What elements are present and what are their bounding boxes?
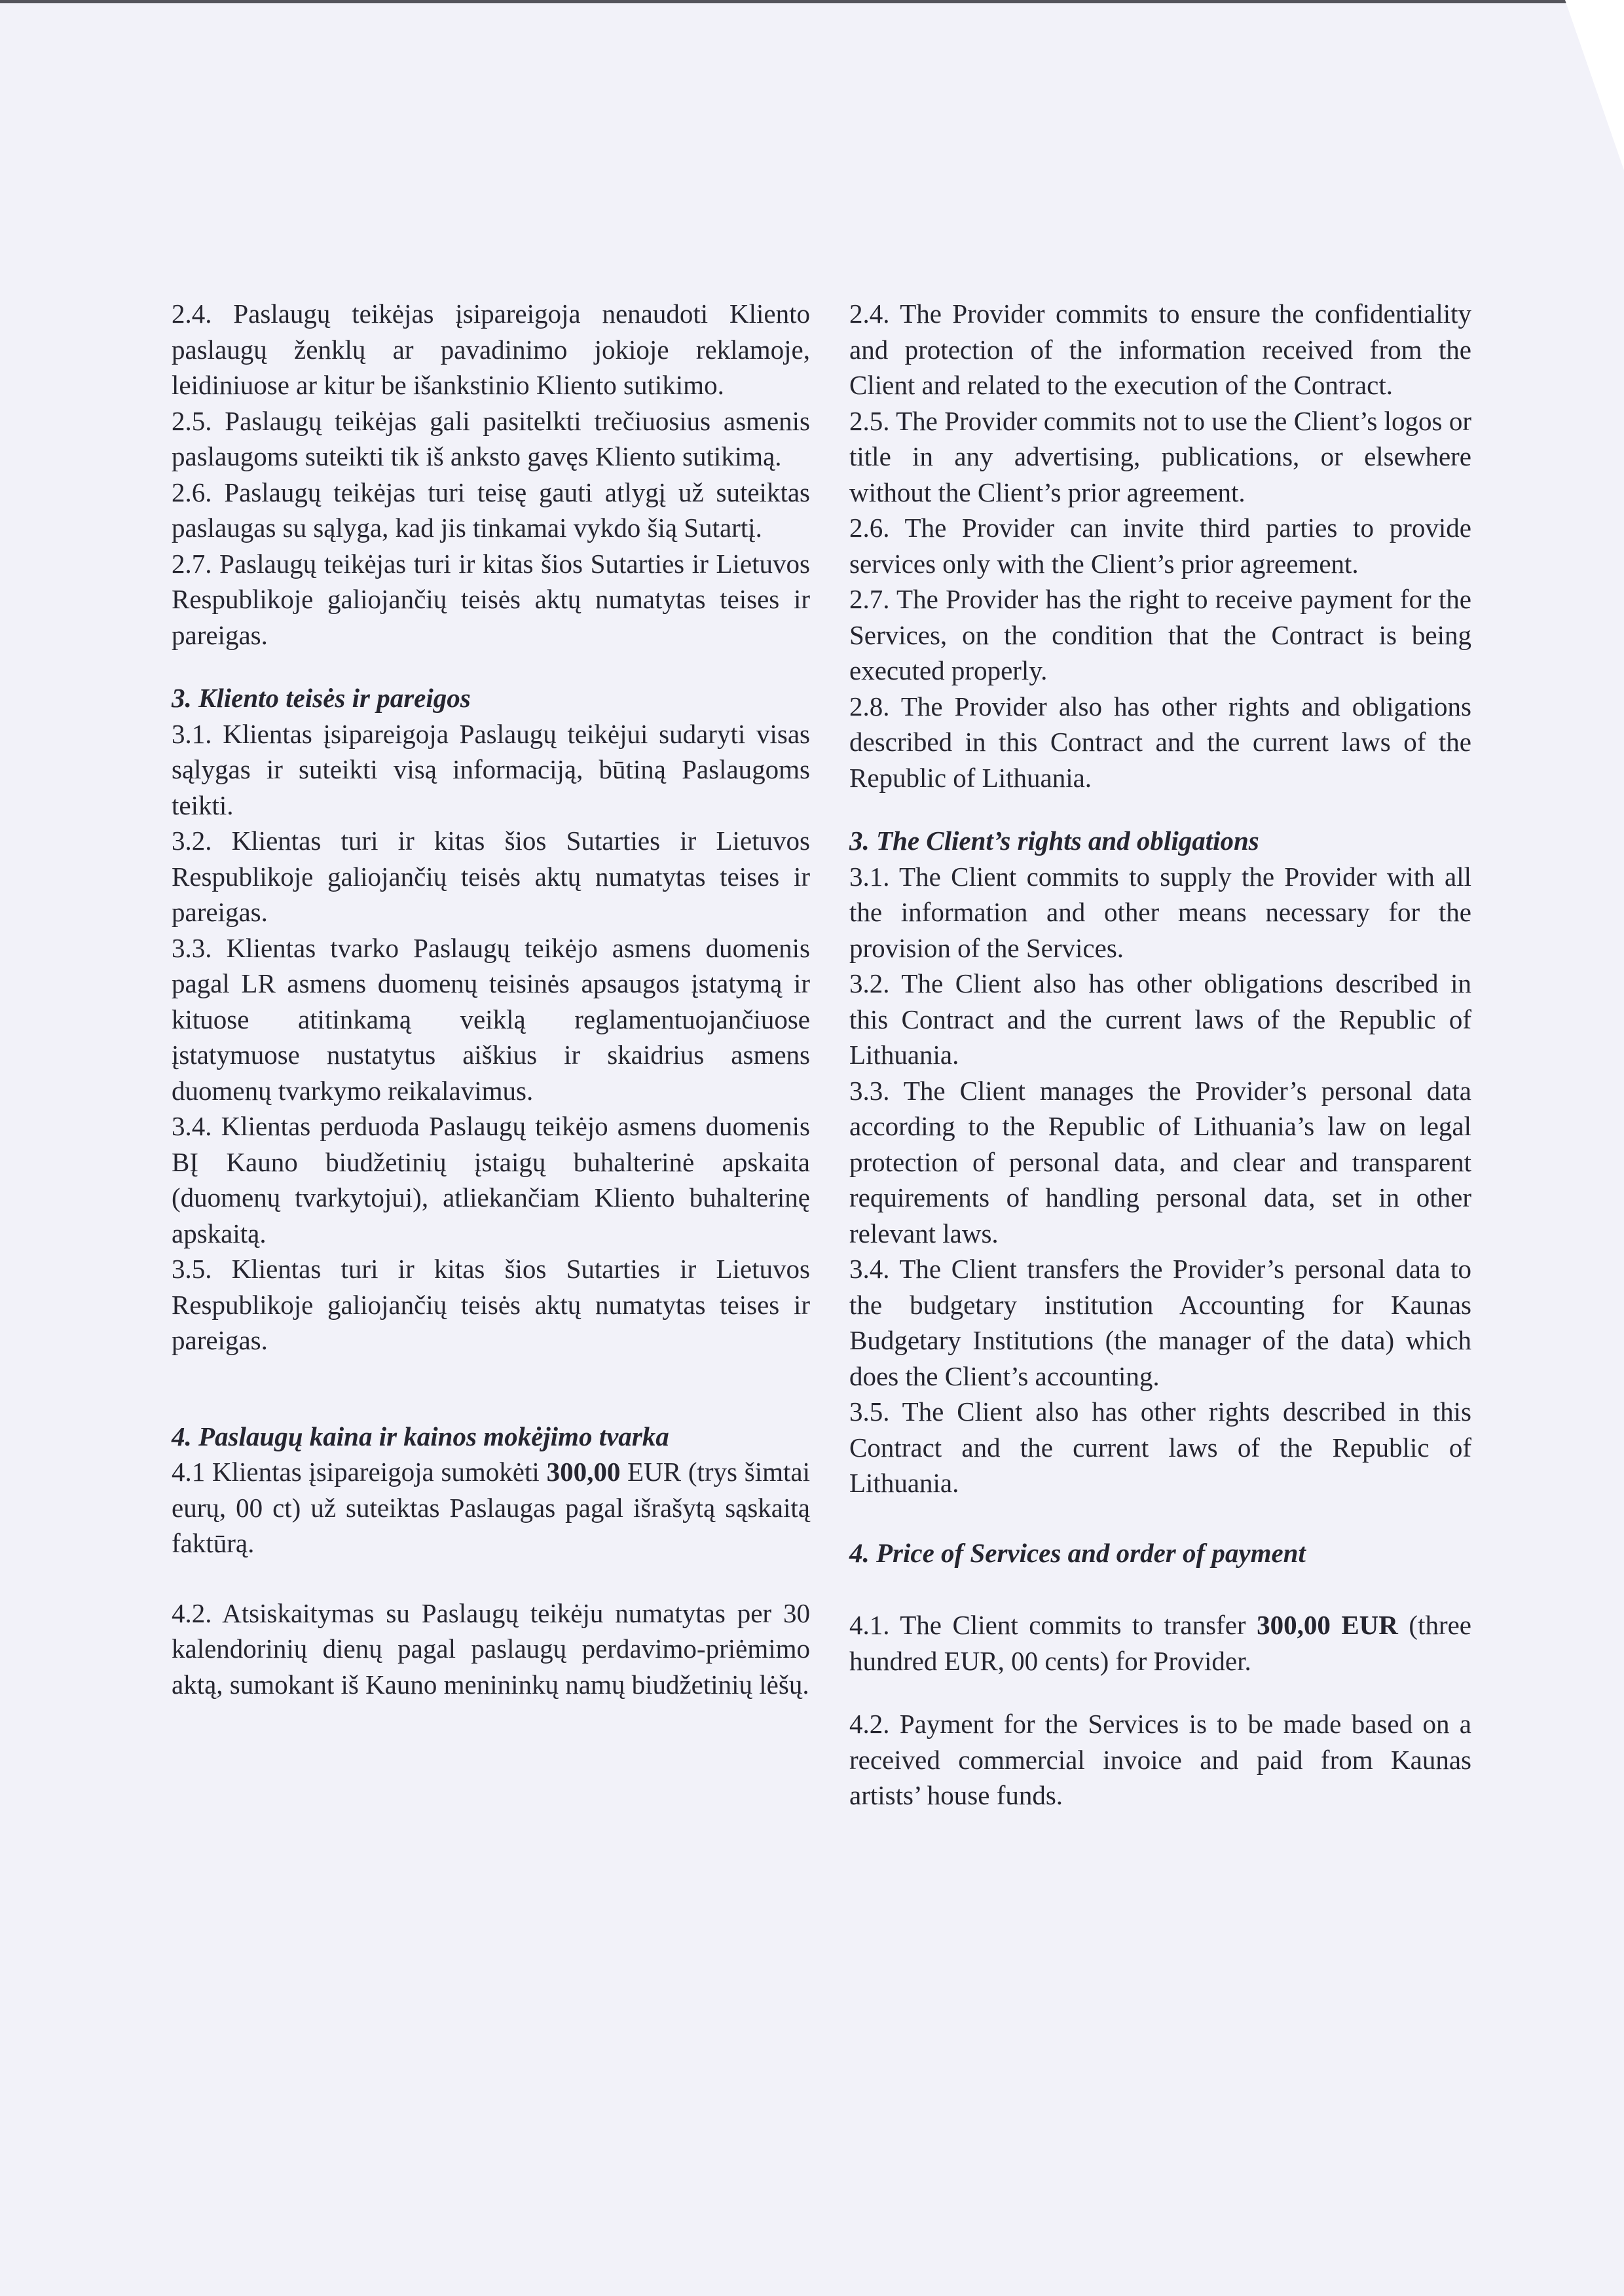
page-corner-fold [1565,0,1624,170]
clause-4-2-lt: 4.2. Atsiskaitymas su Paslaugų teikėju numatytas per 30 kalendorinių dienų pagal paslaugų perdavimo-priėmimo aktą, sumokant iš Kauno menininkų namų biudžetinių lėšų. [172,1597,810,1700]
price-amount-lt: 300,00 [546,1457,621,1487]
clause-2-6-en: 2.6. The Provider can invite third parties to provide services only with the Client’s prior agreement. [849,513,1471,579]
section-3-heading-en: 3. The Client’s rights and obligations [849,826,1259,856]
clause-3-3-en: 3.3. The Client manages the Provider’s personal data according to the Republic of Lithuania’s law on legal protection of personal data, and clear and transparent requirements of handling personal data, set in other relevant laws. [849,1075,1471,1248]
clause-2-4-en: 2.4. The Provider commits to ensure the confidentiality and protection of the information received from the Client and related to the execution of the Contract. [849,299,1471,400]
section-3-heading-lt: 3. Kliento teisės ir pareigos [172,683,471,713]
clause-4-1-en-rest: (three hundred EUR, 00 cents) for Provider. [849,1610,1472,1676]
clause-4-1-lt [172,1454,810,1561]
clause-2-7-lt: 2.7. Paslaugų teikėjas turi ir kitas šios Sutarties ir Lietuvos Respublikoje galiojančių teisės aktų numatytas teises ir pareigas. [172,548,810,650]
clause-2-8-en: 2.8. The Provider also has other rights and obligations described in this Contract and the current laws of the Republic of Lithuania. [849,691,1471,793]
clause-4-1-en [849,1607,1471,1679]
clause-3-4-lt: 3.4. Klientas perduoda Paslaugų teikėjo asmens duomenis BĮ Kauno biudžetinių įstaigų buhalterinė apskaita (duomenų tvarkytojui), atliekančiam Kliento buhalterinę apskaitą. [172,1111,810,1248]
clause-3-1-en: 3.1. The Client commits to supply the Provider with all the information and other means necessary for the provision of the Services. [849,861,1471,963]
scan-top-edge [0,0,1624,3]
section-4-heading-lt: 4. Paslaugų kaina ir kainos mokėjimo tvarka [172,1421,669,1451]
clause-4-1-lt-text: 4.1 Klientas įsipareigoja sumokėti [172,1457,547,1487]
price-amount-en: 300,00 EUR [1257,1610,1398,1640]
clause-3-1-lt: 3.1. Klientas įsipareigoja Paslaugų teikėjui sudaryti visas sąlygas ir suteikti visą informaciją, būtiną Paslaugoms teikti. [172,718,810,820]
clause-2-6-lt: 2.6. Paslaugų teikėjas turi teisę gauti atlygį už suteiktas paslaugas su sąlyga, kad jis tinkamai vykdo šią Sutartį. [172,477,810,543]
clause-3-5-lt: 3.5. Klientas turi ir kitas šios Sutarties ir Lietuvos Respublikoje galiojančių teisės aktų numatytas teises ir pareigas. [172,1254,810,1355]
clause-3-3-lt: 3.3. Klientas tvarko Paslaugų teikėjo asmens duomenis pagal LR asmens duomenų teisinės apsaugos įstatymą ir kituose atitinkamą veiklą reglamentuojančiuose įstatymuose nustatytus aiškius ir skaidrius asmens duomenų tvarkymo reikalavimus. [172,932,810,1106]
clause-3-2-en: 3.2. The Client also has other obligations described in this Contract and the current laws of the Republic of Lithuania. [849,968,1471,1070]
clause-4-2-en: 4.2. Payment for the Services is to be made based on a received commercial invoice and paid from Kaunas artists’ house funds. [849,1709,1471,1810]
clause-2-5-lt: 2.5. Paslaugų teikėjas gali pasitelkti trečiuosius asmenis paslaugoms suteikti tik iš anksto gavęs Kliento sutikimą. [172,405,810,471]
clause-2-7-en: 2.7. The Provider has the right to receive payment for the Services, on the condition that the Contract is being executed properly. [849,584,1471,685]
clause-2-5-en: 2.5. The Provider commits not to use the Client’s logos or title in any advertising, publications, or elsewhere without the Client’s prior agreement. [849,405,1471,507]
clause-4-1-lt-rest: EUR (trys šimtai eurų, 00 ct) už suteiktas Paslaugas pagal išrašytą sąskaitą faktūrą. [172,1457,810,1558]
lithuanian-column [172,296,810,1702]
clause-3-4-en: 3.4. The Client transfers the Provider’s personal data to the budgetary institution Accounting for Kaunas Budgetary Institutions (the manager of the data) which does the Client’s accounting. [849,1254,1471,1391]
clause-3-2-lt: 3.2. Klientas turi ir kitas šios Sutarties ir Lietuvos Respublikoje galiojančių teisės aktų numatytas teises ir pareigas. [172,826,810,927]
clause-3-5-en: 3.5. The Client also has other rights described in this Contract and the current laws of the Republic of Lithuania. [849,1396,1471,1498]
clause-4-1-en-text: 4.1. The Client commits to transfer [849,1610,1257,1640]
section-4-heading-en: 4. Price of Services and order of payment [849,1537,1306,1568]
english-column [849,296,1471,1813]
clause-2-4-lt: 2.4. Paslaugų teikėjas įsipareigoja nenaudoti Kliento paslaugų ženklų ar pavadinimo jokioje reklamoje, leidiniuose ar kitur be išankstinio Kliento sutikimo. [172,299,810,400]
